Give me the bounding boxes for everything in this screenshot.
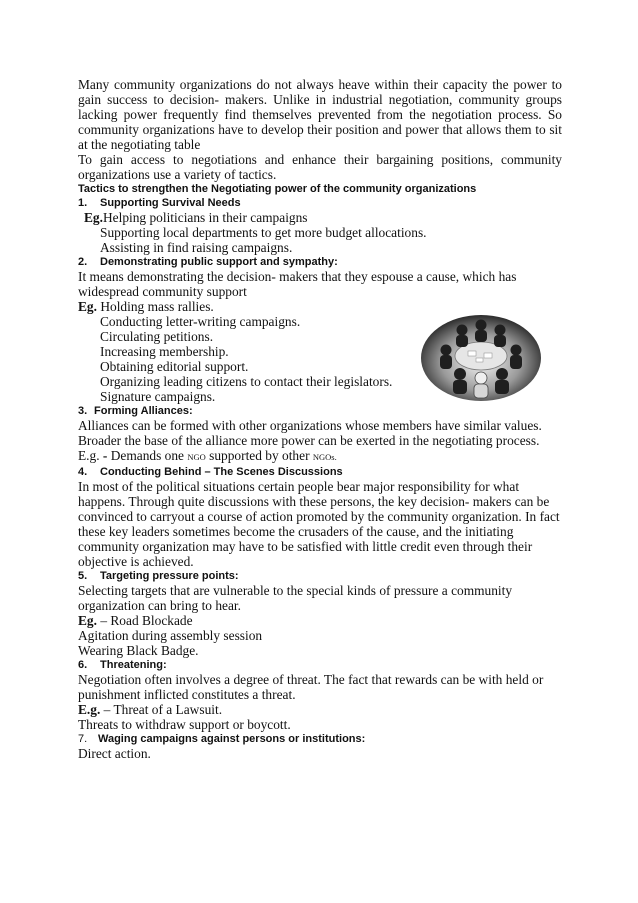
s3-ngos: NGOs. bbox=[312, 452, 337, 462]
s5-text: Selecting targets that are vulnerable to the special kinds of pressure a community organization can bring to hear. bbox=[78, 583, 513, 613]
s7-heading bbox=[78, 732, 562, 746]
s2-heading-text: Demonstrating public support and sympathy: bbox=[100, 256, 338, 268]
s5-item-0: Agitation during assembly session bbox=[78, 628, 263, 643]
s3-heading bbox=[78, 404, 562, 418]
s7-number: 7. bbox=[78, 733, 88, 745]
s2-eg-label: Eg. bbox=[78, 299, 97, 314]
s1-eg-label: Eg. bbox=[84, 210, 103, 225]
s3-eg-text-a: Demands one bbox=[110, 448, 188, 463]
s3-eg-label: E.g. bbox=[78, 448, 100, 463]
s5-number: 5. bbox=[78, 570, 88, 582]
s2-heading bbox=[78, 255, 562, 269]
s1-number: 1. bbox=[78, 197, 88, 209]
s2-item-3: Increasing membership. bbox=[100, 344, 229, 359]
s1-heading bbox=[78, 196, 562, 210]
s2-item-1: Conducting letter-writing campaigns. bbox=[100, 314, 301, 329]
s2-item-4: Obtaining editorial support. bbox=[100, 359, 249, 374]
s5-heading-text: Targeting pressure points: bbox=[100, 570, 239, 582]
s1-heading-text: Supporting Survival Needs bbox=[100, 197, 241, 209]
s5-heading bbox=[78, 569, 562, 583]
s6-number: 6. bbox=[78, 659, 88, 671]
s1-item-0: Helping politicians in their campaigns bbox=[102, 210, 308, 225]
intro-paragraph-1: Many community organizations do not always heave within their capacity the power to gain success to decision- makers. Unlike in industrial negotiation, community groups lacking power frequently find themselves prevented from the negotiation process. So community organizations have to develop their position and power that allows them to sit at the negotiating table bbox=[78, 77, 562, 152]
s5-eg-line bbox=[78, 613, 562, 628]
s6-heading bbox=[78, 658, 562, 672]
intro-paragraph-2: To gain access to negotiations and enhance their bargaining positions, community organizations use a variety of tactics. bbox=[78, 152, 562, 182]
s6-heading-text: Threatening: bbox=[100, 659, 167, 671]
s5-eg-text: – Road Blockade bbox=[96, 613, 193, 628]
s2-item-5: Organizing leading citizens to contact their legislators. bbox=[100, 374, 393, 389]
s3-line-1: Alliances can be formed with other organizations whose members have similar values. bbox=[78, 418, 542, 433]
s1-eg-line bbox=[78, 210, 562, 225]
s3-eg-text-b: supported by other bbox=[205, 448, 313, 463]
s5-item-1: Wearing Black Badge. bbox=[78, 643, 199, 658]
s2-item-6: Signature campaigns. bbox=[100, 389, 216, 404]
s6-eg-label: E.g. bbox=[78, 702, 101, 717]
s3-heading-text: Forming Alliances: bbox=[94, 405, 193, 417]
section-title: Tactics to strengthen the Negotiating power of the community organizations bbox=[78, 183, 477, 195]
s1-item-1: Supporting local departments to get more budget allocations. bbox=[100, 225, 427, 240]
s6-text: Negotiation often involves a degree of threat. The fact that rewards can be with held or punishment inflicted constitutes a threat. bbox=[78, 672, 544, 702]
s4-heading-text: Conducting Behind – The Scenes Discussions bbox=[100, 466, 343, 478]
s2-number: 2. bbox=[78, 256, 88, 268]
s1-item-2: Assisting in find raising campaigns. bbox=[100, 240, 293, 255]
s4-number: 4. bbox=[78, 466, 88, 478]
s6-item-0: Threats to withdraw support or boycott. bbox=[78, 717, 291, 732]
s3-number: 3. bbox=[78, 405, 88, 417]
s2-description: It means demonstrating the decision- makers that they espouse a cause, which has widespread community support bbox=[78, 269, 517, 299]
s2-item-2: Circulating petitions. bbox=[100, 329, 214, 344]
s3-dash: - bbox=[99, 448, 111, 463]
document-body bbox=[78, 77, 562, 761]
s3-line-2: Broader the base of the alliance more power can be exerted in the negotiating process. bbox=[78, 433, 540, 448]
s7-text: Direct action. bbox=[78, 746, 151, 761]
s3-ngo: NGO bbox=[187, 452, 206, 462]
s3-eg-line bbox=[78, 448, 562, 465]
s4-heading bbox=[78, 465, 562, 479]
s6-eg-text: – Threat of a Lawsuit. bbox=[100, 702, 223, 717]
s6-eg-line bbox=[78, 702, 562, 717]
meeting-illustration-image bbox=[418, 308, 544, 402]
s4-text: In most of the political situations certain people bear major responsibility for what happens. Through quite discussions with these persons, the key decision- makers can be convinced to carryout a course of action promoted by the community organization. In fact these key leaders sometimes become the crusaders of the cause, and the initiating community organization may have to be satisfied with little credit even through their objective is achieved. bbox=[78, 479, 560, 569]
s2-item-0: Holding mass rallies. bbox=[100, 299, 214, 314]
s7-heading-text: Waging campaigns against persons or institutions: bbox=[98, 733, 366, 745]
s5-eg-label: Eg. bbox=[78, 613, 97, 628]
